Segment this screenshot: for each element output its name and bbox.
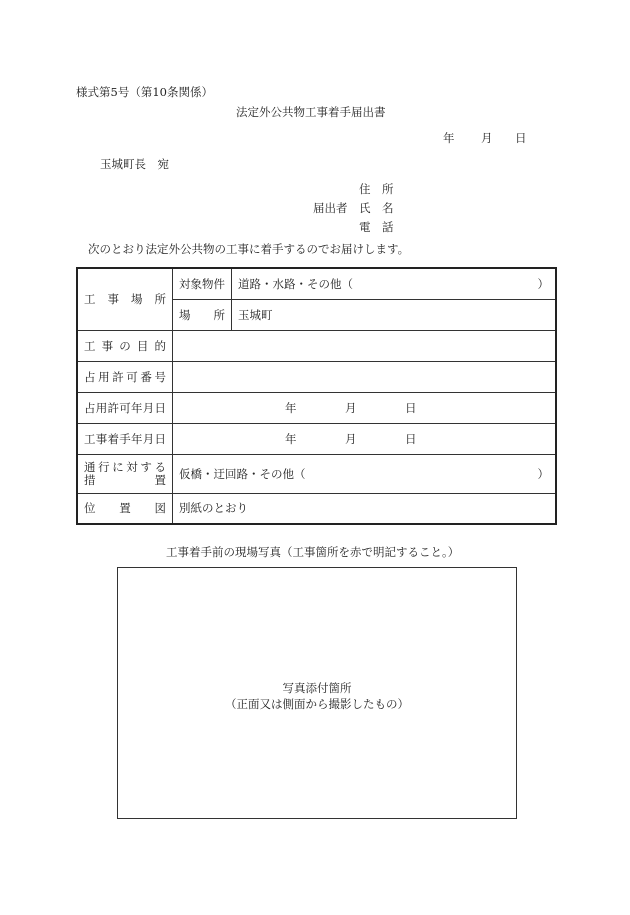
traffic-value: 仮橋・迂回路・その他（ (179, 466, 306, 481)
year-label: 年 (285, 431, 297, 446)
page-title: 法定外公共物工事着手届出書 (236, 105, 386, 119)
form-number: 様式第5号（第10条関係） (76, 85, 213, 99)
traffic-label-line1: 通行に対する (84, 459, 166, 474)
target-value: 道路・水路・その他（ (238, 276, 353, 291)
applicant-label: 届出者 (313, 201, 348, 215)
photo-caption: 工事着手前の現場写真（工事箇所を赤で明記すること。） (166, 545, 460, 559)
work-location-label: 工事場所 (77, 268, 173, 330)
photo-placeholder-line2: （正面又は側面から撮影したもの） (225, 697, 409, 711)
day-label: 日 (405, 431, 417, 446)
place-value[interactable]: 玉城町 (232, 299, 557, 330)
purpose-field[interactable] (173, 330, 557, 361)
month-label: 月 (345, 400, 357, 415)
applicant-address-label: 住 所 (359, 182, 394, 196)
start-date-label: 工事着手年月日 (77, 423, 173, 454)
target-field[interactable] (232, 268, 557, 299)
photo-attachment-area[interactable] (117, 567, 517, 819)
notification-table (76, 267, 557, 525)
start-date-field[interactable] (173, 423, 557, 454)
close-paren: ） (537, 276, 549, 291)
date-month: 月 (481, 131, 493, 145)
place-label: 場所 (173, 299, 232, 330)
permit-date-label: 占用許可年月日 (77, 392, 173, 423)
close-paren: ） (537, 466, 549, 481)
location-map-label: 位置図 (77, 493, 173, 524)
traffic-label-line2: 措置 (84, 472, 166, 487)
permit-number-field[interactable] (173, 361, 557, 392)
date-year: 年 (443, 131, 455, 145)
day-label: 日 (405, 400, 417, 415)
addressee: 玉城町長 宛 (100, 157, 169, 171)
year-label: 年 (285, 400, 297, 415)
traffic-measure-label (77, 454, 173, 493)
permit-date-field[interactable] (173, 392, 557, 423)
applicant-name-label: 氏 名 (359, 201, 394, 215)
month-label: 月 (345, 431, 357, 446)
location-map-value[interactable]: 別紙のとおり (173, 493, 557, 524)
intro-text: 次のとおり法定外公共物の工事に着手するのでお届けします。 (88, 242, 410, 256)
purpose-label: 工事の目的 (77, 330, 173, 361)
date-day: 日 (515, 131, 527, 145)
target-label: 対象物件 (173, 268, 232, 299)
applicant-phone-label: 電 話 (359, 220, 394, 234)
permit-number-label: 占用許可番号 (77, 361, 173, 392)
photo-placeholder-line1: 写真添付箇所 (282, 681, 352, 695)
traffic-measure-field[interactable] (173, 454, 557, 493)
